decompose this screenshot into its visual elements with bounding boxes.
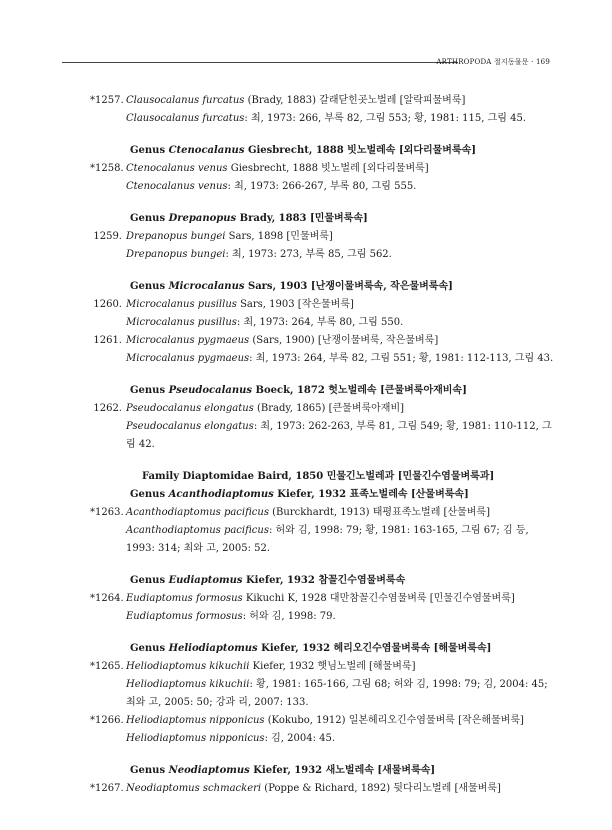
species-entry <box>90 658 560 676</box>
reference-species-name: Heliodiaptomus kikuchii <box>126 679 250 690</box>
reference-citations: : 최, 1973: 264, 부록 80, 그림 550. <box>236 317 404 328</box>
genus-name: Microcalanus <box>168 281 245 292</box>
species-entry <box>90 712 560 730</box>
species-entry <box>90 400 560 418</box>
reference-species-name: Clausocalanus furcatus <box>126 113 245 124</box>
species-authority: Giesbrecht, 1888 빗노벌레 [외다리물벼룩] <box>227 163 429 174</box>
reference-line <box>90 418 560 454</box>
reference-citations: : 허와 김, 1998: 79; 황, 1981: 163-165, 그림 67; 김 등, 1993: 314; 최와 고, 2005: 52. <box>126 525 529 554</box>
species-number: *1257. <box>90 95 124 106</box>
species-name: Drepanopus bungei <box>126 231 226 242</box>
reference-species-name: Acanthodiaptomus pacificus <box>126 525 269 536</box>
species-line <box>126 296 560 314</box>
reference-species-name: Ctenocalanus venus <box>126 181 228 192</box>
species-name: Clausocalanus furcatus <box>126 95 245 106</box>
species-line <box>126 228 560 246</box>
genus-heading <box>90 382 560 400</box>
species-line <box>126 332 560 350</box>
species-line <box>126 780 560 798</box>
reference-citations: : 황, 1981: 165-166, 그림 68; 허와 김, 1998: 79; 김, 2004: 45; 최와 고, 2005: 50; 강과 리, 2007: 133. <box>126 679 548 708</box>
genus-authority: Sars, 1903 [난쟁이물벼룩속, 작은물벼룩속] <box>244 281 453 292</box>
species-line <box>126 504 560 522</box>
reference-line <box>90 178 560 196</box>
genus-heading <box>90 210 560 228</box>
genus-authority: Kiefer, 1932 표족노벌레속 [산물벼룩속] <box>273 489 469 500</box>
reference-citations: : 최, 1973: 273, 부록 85, 그림 562. <box>225 249 392 260</box>
running-head: ARTHROPODA 절지동물문 · 169 <box>436 58 550 66</box>
species-name: Heliodiaptomus nipponicus <box>126 715 265 726</box>
species-entry <box>90 780 560 798</box>
species-line <box>126 92 560 110</box>
species-name: Pseudocalanus elongatus <box>126 403 254 414</box>
species-name: Acanthodiaptomus pacificus <box>126 507 269 518</box>
genus-authority: Kiefer, 1932 참꼴긴수염물벼룩속 <box>242 575 406 586</box>
genus-label: Genus <box>130 281 169 292</box>
species-authority: Sars, 1898 [민물벼룩] <box>225 231 333 242</box>
species-number: 1261. <box>93 335 122 346</box>
header-rule <box>62 62 458 63</box>
reference-line <box>90 110 560 128</box>
species-authority: (Kokubo, 1912) 일본헤리오긴수염물벼룩 [작은해물벼룩] <box>264 715 524 726</box>
species-entry <box>90 332 560 350</box>
genus-label: Genus <box>130 385 169 396</box>
genus-heading <box>90 640 560 658</box>
species-entry <box>90 160 560 178</box>
genus-label: Genus <box>130 575 169 586</box>
species-entry <box>90 92 560 110</box>
page-content <box>90 92 560 798</box>
genus-name: Eudiaptomus <box>168 575 243 586</box>
species-line <box>126 160 560 178</box>
species-entry <box>90 590 560 608</box>
genus-heading <box>90 486 560 504</box>
reference-line <box>90 608 560 626</box>
species-authority: (Poppe & Richard, 1892) 뒷다리노벌레 [새물벼룩] <box>261 783 501 794</box>
species-number: 1259. <box>93 231 122 242</box>
reference-citations: : 최, 1973: 264, 부록 82, 그림 551; 황, 1981: 112-113, 그림 43. <box>249 353 554 364</box>
species-authority: (Burckhardt, 1913) 태평표족노벌레 [산물벼룩] <box>268 507 490 518</box>
genus-label: Genus <box>130 765 169 776</box>
reference-species-name: Eudiaptomus formosus <box>126 611 243 622</box>
species-name: Neodiaptomus schmackeri <box>126 783 262 794</box>
species-number: *1263. <box>90 507 124 518</box>
species-entry <box>90 504 560 522</box>
reference-line <box>90 730 560 748</box>
genus-heading <box>90 142 560 160</box>
genus-authority: Brady, 1883 [민물벼룩속] <box>236 213 368 224</box>
reference-line <box>90 246 560 264</box>
genus-name: Drepanopus <box>168 213 237 224</box>
reference-species-name: Heliodiaptomus nipponicus <box>126 733 265 744</box>
species-entry <box>90 228 560 246</box>
genus-heading <box>90 278 560 296</box>
genus-authority: Kiefer, 1932 새노벌레속 [새물벼룩속] <box>249 765 436 776</box>
reference-line <box>90 350 560 368</box>
species-number: 1262. <box>93 403 122 414</box>
species-authority: (Sars, 1900) [난쟁이물벼룩, 작은물벼룩] <box>249 335 439 346</box>
reference-citations: : 허와 김, 1998: 79. <box>242 611 336 622</box>
genus-heading <box>90 572 560 590</box>
species-number: 1260. <box>93 299 122 310</box>
genus-name: Pseudocalanus <box>168 385 253 396</box>
genus-name: Ctenocalanus <box>168 145 245 156</box>
species-number: *1267. <box>90 783 124 794</box>
species-authority: (Brady, 1865) [큰물벼룩아재비] <box>253 403 405 414</box>
reference-species-name: Microcalanus pygmaeus <box>126 353 250 364</box>
reference-citations: : 최, 1973: 266, 부록 82, 그림 553; 황, 1981: 115, 그림 45. <box>244 113 526 124</box>
reference-species-name: Pseudocalanus elongatus <box>126 421 254 432</box>
genus-authority: Giesbrecht, 1888 빗노벌레속 [외다리물벼룩속] <box>244 145 477 156</box>
genus-name: Heliodiaptomus <box>168 643 258 654</box>
species-line <box>126 658 560 676</box>
species-number: *1264. <box>90 593 124 604</box>
genus-label: Genus <box>130 145 169 156</box>
genus-name: Acanthodiaptomus <box>168 489 274 500</box>
genus-authority: Boeck, 1872 헛노벌레속 [큰물벼룩아재비속] <box>252 385 467 396</box>
genus-heading <box>90 762 560 780</box>
genus-authority: Kiefer, 1932 헤리오긴수염물벼룩속 [해물벼룩속] <box>257 643 492 654</box>
reference-line <box>90 522 560 558</box>
reference-citations: : 최, 1973: 266-267, 부록 80, 그림 555. <box>227 181 417 192</box>
species-name: Microcalanus pusillus <box>126 299 237 310</box>
species-number: *1258. <box>90 163 124 174</box>
species-line <box>126 400 560 418</box>
family-heading: Family Diaptomidae Baird, 1850 민물긴노벌레과 [민물긴수염물벼룩과] <box>142 471 495 482</box>
reference-line <box>90 314 560 332</box>
genus-label: Genus <box>130 213 169 224</box>
species-authority: Sars, 1903 [작은물벼룩] <box>236 299 354 310</box>
species-name: Ctenocalanus venus <box>126 163 228 174</box>
genus-label: Genus <box>130 489 169 500</box>
species-entry <box>90 296 560 314</box>
species-authority: Kiefer, 1932 햇님노벌레 [해물벼룩] <box>249 661 416 672</box>
species-name: Microcalanus pygmaeus <box>126 335 250 346</box>
species-authority: Kikuchi K, 1928 대만참꼴긴수염물벼룩 [민물긴수염물벼룩] <box>242 593 515 604</box>
species-name: Eudiaptomus formosus <box>126 593 243 604</box>
species-number: *1265. <box>90 661 124 672</box>
species-line <box>126 590 560 608</box>
reference-citations: : 김, 2004: 45. <box>264 733 336 744</box>
reference-citations: : 최, 1973: 262-263, 부록 81, 그림 549; 황, 1981: 110-112, 그림 42. <box>126 421 552 450</box>
reference-species-name: Drepanopus bungei <box>126 249 226 260</box>
reference-species-name: Microcalanus pusillus <box>126 317 237 328</box>
species-number: *1266. <box>90 715 124 726</box>
genus-label: Genus <box>130 643 169 654</box>
genus-name: Neodiaptomus <box>168 765 250 776</box>
species-authority: (Brady, 1883) 갈래닫힌곳노벌레 [알락피물벼룩] <box>244 95 466 106</box>
species-line <box>126 712 560 730</box>
reference-line <box>90 676 560 712</box>
species-name: Heliodiaptomus kikuchii <box>126 661 250 672</box>
